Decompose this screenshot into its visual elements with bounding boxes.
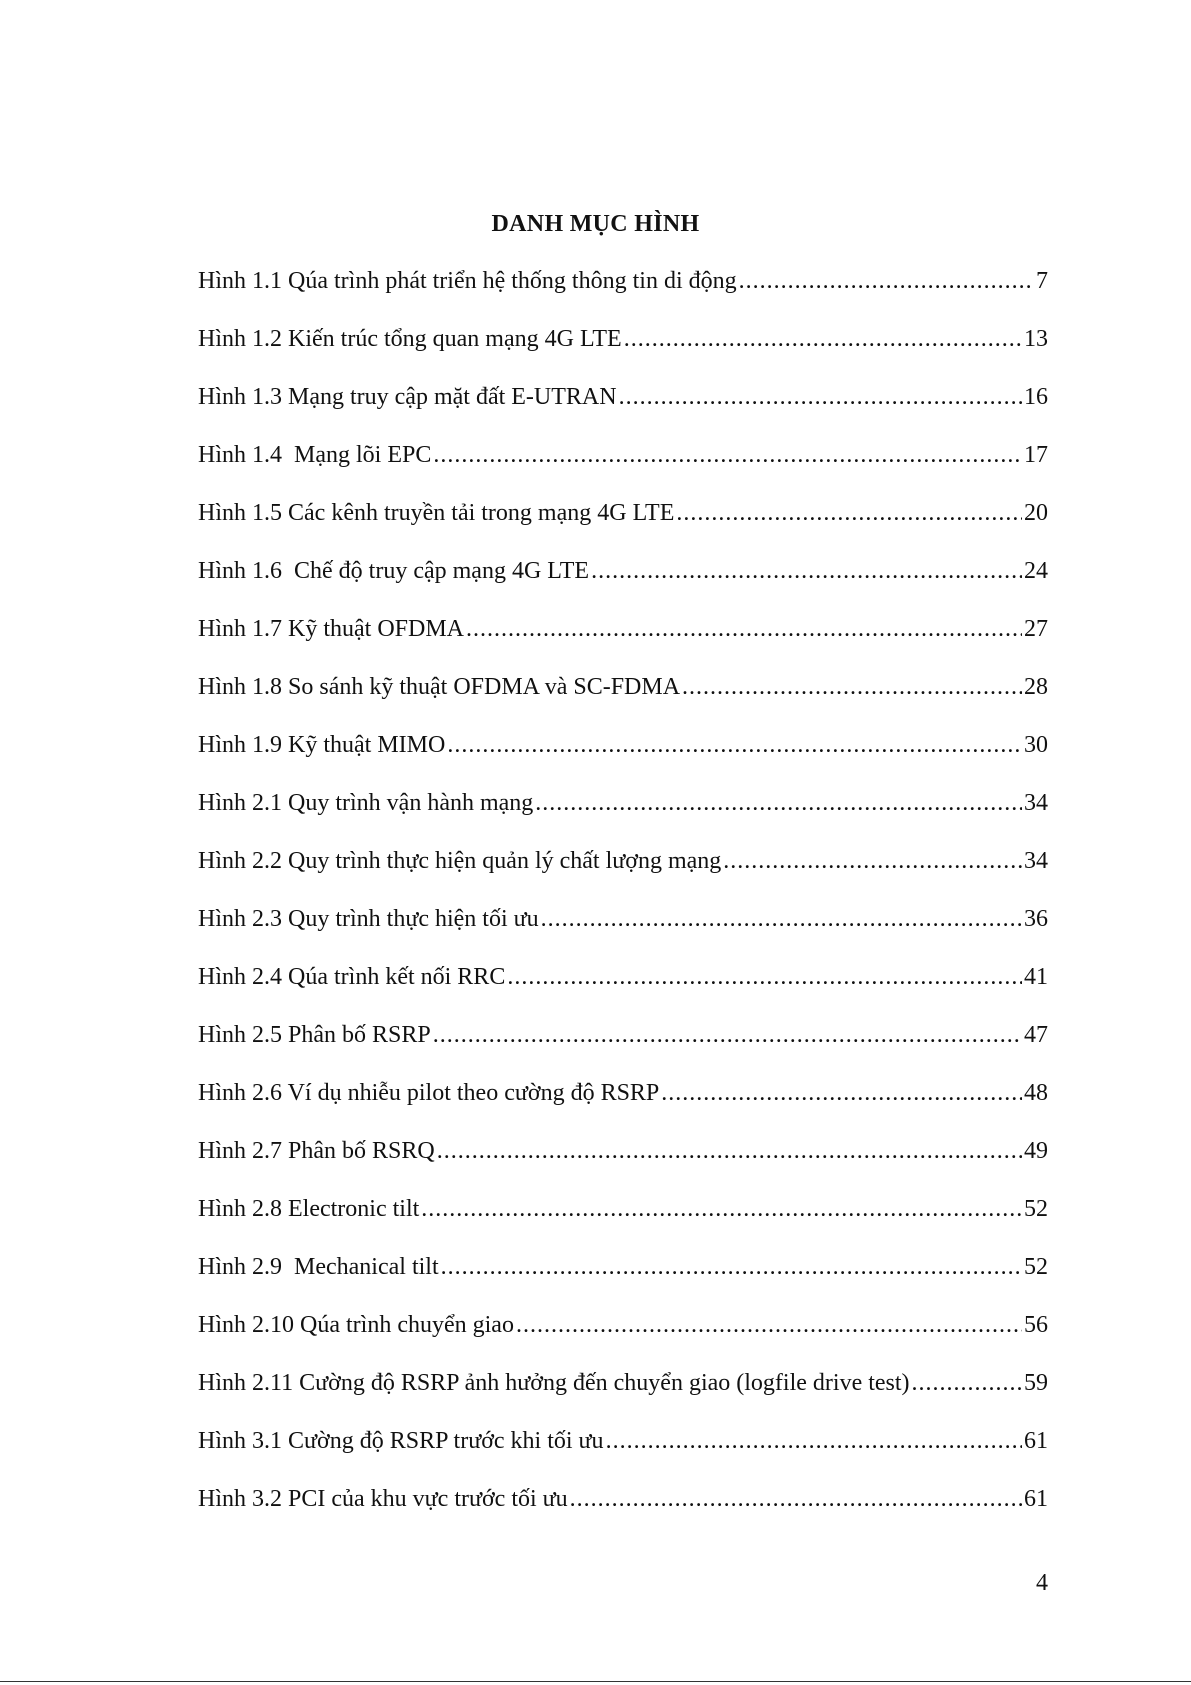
toc-entry-page: 30 [1024, 732, 1048, 758]
toc-entry-label: Hình 3.2 PCI của khu vực trước tối ưu [198, 1486, 568, 1512]
toc-entry-label: Hình 2.2 Quy trình thực hiện quản lý chất lượng mạng [198, 848, 722, 874]
toc-entry-label: Hình 3.1 Cường độ RSRP trước khi tối ưu [198, 1428, 604, 1454]
toc-entry[interactable] [198, 1194, 1048, 1252]
toc-leader-dots [437, 1136, 1022, 1166]
toc-entry-label: Hình 1.3 Mạng truy cập mặt đất E-UTRAN [198, 384, 617, 410]
toc-entry-page: 13 [1024, 326, 1048, 352]
toc-entry-label: Hình 2.10 Qúa trình chuyển giao [198, 1312, 514, 1338]
toc-leader-dots [723, 846, 1022, 876]
toc-entry-label: Hình 2.6 Ví dụ nhiễu pilot theo cường độ RSRP [198, 1080, 660, 1106]
toc-leader-dots [624, 324, 1022, 354]
toc-entry-label: Hình 2.5 Phân bố RSRP [198, 1022, 431, 1048]
toc-entry-label: Hình 1.2 Kiến trúc tổng quan mạng 4G LTE [198, 326, 622, 352]
page-number: 4 [1036, 1570, 1048, 1596]
toc-entry-label: Hình 2.7 Phân bố RSRQ [198, 1138, 435, 1164]
toc-leader-dots [739, 266, 1034, 296]
toc-entry-page: 56 [1024, 1312, 1048, 1338]
toc-entry[interactable] [198, 614, 1048, 672]
toc-entry[interactable] [198, 1310, 1048, 1368]
toc-leader-dots [661, 1078, 1022, 1108]
toc-leader-dots [912, 1368, 1022, 1398]
toc-entry-label: Hình 2.11 Cường độ RSRP ảnh hưởng đến chuyển giao (logfile drive test) [198, 1370, 910, 1396]
toc-leader-dots [591, 556, 1022, 586]
toc-leader-dots [606, 1426, 1022, 1456]
toc-entry-label: Hình 2.8 Electronic tilt [198, 1196, 420, 1222]
toc-entry[interactable] [198, 266, 1048, 324]
toc-leader-dots [421, 1194, 1022, 1224]
toc-entry-page: 47 [1024, 1022, 1048, 1048]
toc-entry[interactable] [198, 1252, 1048, 1310]
toc-entry-page: 48 [1024, 1080, 1048, 1106]
toc-leader-dots [682, 672, 1022, 702]
toc-entry-page: 61 [1024, 1428, 1048, 1454]
toc-entry[interactable] [198, 556, 1048, 614]
toc-leader-dots [466, 614, 1022, 644]
toc-entry-label: Hình 2.1 Quy trình vận hành mạng [198, 790, 534, 816]
toc-leader-dots [433, 1020, 1022, 1050]
toc-entry-page: 24 [1024, 558, 1048, 584]
page-title: DANH MỤC HÌNH [491, 211, 700, 237]
toc-entry[interactable] [198, 1078, 1048, 1136]
toc-leader-dots [676, 498, 1022, 528]
toc-leader-dots [441, 1252, 1022, 1282]
toc-entry-page: 7 [1036, 268, 1048, 294]
toc-entry-page: 28 [1024, 674, 1048, 700]
toc-entry-label: Hình 1.4 Mạng lõi EPC [198, 442, 432, 468]
toc-entry-label: Hình 2.4 Qúa trình kết nối RRC [198, 964, 506, 990]
figure-list [198, 266, 1048, 1542]
toc-entry-label: Hình 1.7 Kỹ thuật OFDMA [198, 616, 465, 642]
toc-entry-page: 27 [1024, 616, 1048, 642]
toc-entry-label: Hình 1.8 So sánh kỹ thuật OFDMA và SC-FDMA [198, 674, 681, 700]
toc-entry-label: Hình 1.1 Qúa trình phát triển hệ thống thông tin di động [198, 268, 737, 294]
toc-leader-dots [516, 1310, 1022, 1340]
toc-entry-page: 34 [1024, 848, 1048, 874]
page-edge-divider [0, 1681, 1191, 1682]
toc-leader-dots [507, 962, 1022, 992]
toc-entry-page: 16 [1024, 384, 1048, 410]
toc-entry-page: 52 [1024, 1254, 1048, 1280]
toc-leader-dots [619, 382, 1022, 412]
toc-leader-dots [447, 730, 1022, 760]
toc-entry[interactable] [198, 1020, 1048, 1078]
toc-entry[interactable] [198, 1368, 1048, 1426]
toc-entry-page: 59 [1024, 1370, 1048, 1396]
toc-entry-page: 34 [1024, 790, 1048, 816]
toc-leader-dots [433, 440, 1022, 470]
toc-entry[interactable] [198, 730, 1048, 788]
toc-entry[interactable] [198, 846, 1048, 904]
toc-entry-label: Hình 2.9 Mechanical tilt [198, 1254, 439, 1280]
toc-entry-label: Hình 1.5 Các kênh truyền tải trong mạng 4G LTE [198, 500, 675, 526]
toc-entry-page: 17 [1024, 442, 1048, 468]
toc-leader-dots [541, 904, 1022, 934]
toc-entry-page: 52 [1024, 1196, 1048, 1222]
toc-entry-page: 49 [1024, 1138, 1048, 1164]
toc-entry[interactable] [198, 672, 1048, 730]
toc-entry[interactable] [198, 788, 1048, 846]
toc-entry-label: Hình 1.6 Chế độ truy cập mạng 4G LTE [198, 558, 590, 584]
toc-entry-page: 41 [1024, 964, 1048, 990]
toc-entry[interactable] [198, 1484, 1048, 1542]
toc-entry[interactable] [198, 324, 1048, 382]
toc-entry[interactable] [198, 1426, 1048, 1484]
toc-leader-dots [535, 788, 1022, 818]
toc-entry-label: Hình 2.3 Quy trình thực hiện tối ưu [198, 906, 539, 932]
toc-entry[interactable] [198, 962, 1048, 1020]
toc-entry[interactable] [198, 440, 1048, 498]
toc-entry[interactable] [198, 382, 1048, 440]
toc-leader-dots [570, 1484, 1022, 1514]
toc-entry-page: 36 [1024, 906, 1048, 932]
toc-entry-page: 61 [1024, 1486, 1048, 1512]
toc-entry-page: 20 [1024, 500, 1048, 526]
toc-entry[interactable] [198, 904, 1048, 962]
toc-entry-label: Hình 1.9 Kỹ thuật MIMO [198, 732, 446, 758]
toc-entry[interactable] [198, 1136, 1048, 1194]
toc-entry[interactable] [198, 498, 1048, 556]
